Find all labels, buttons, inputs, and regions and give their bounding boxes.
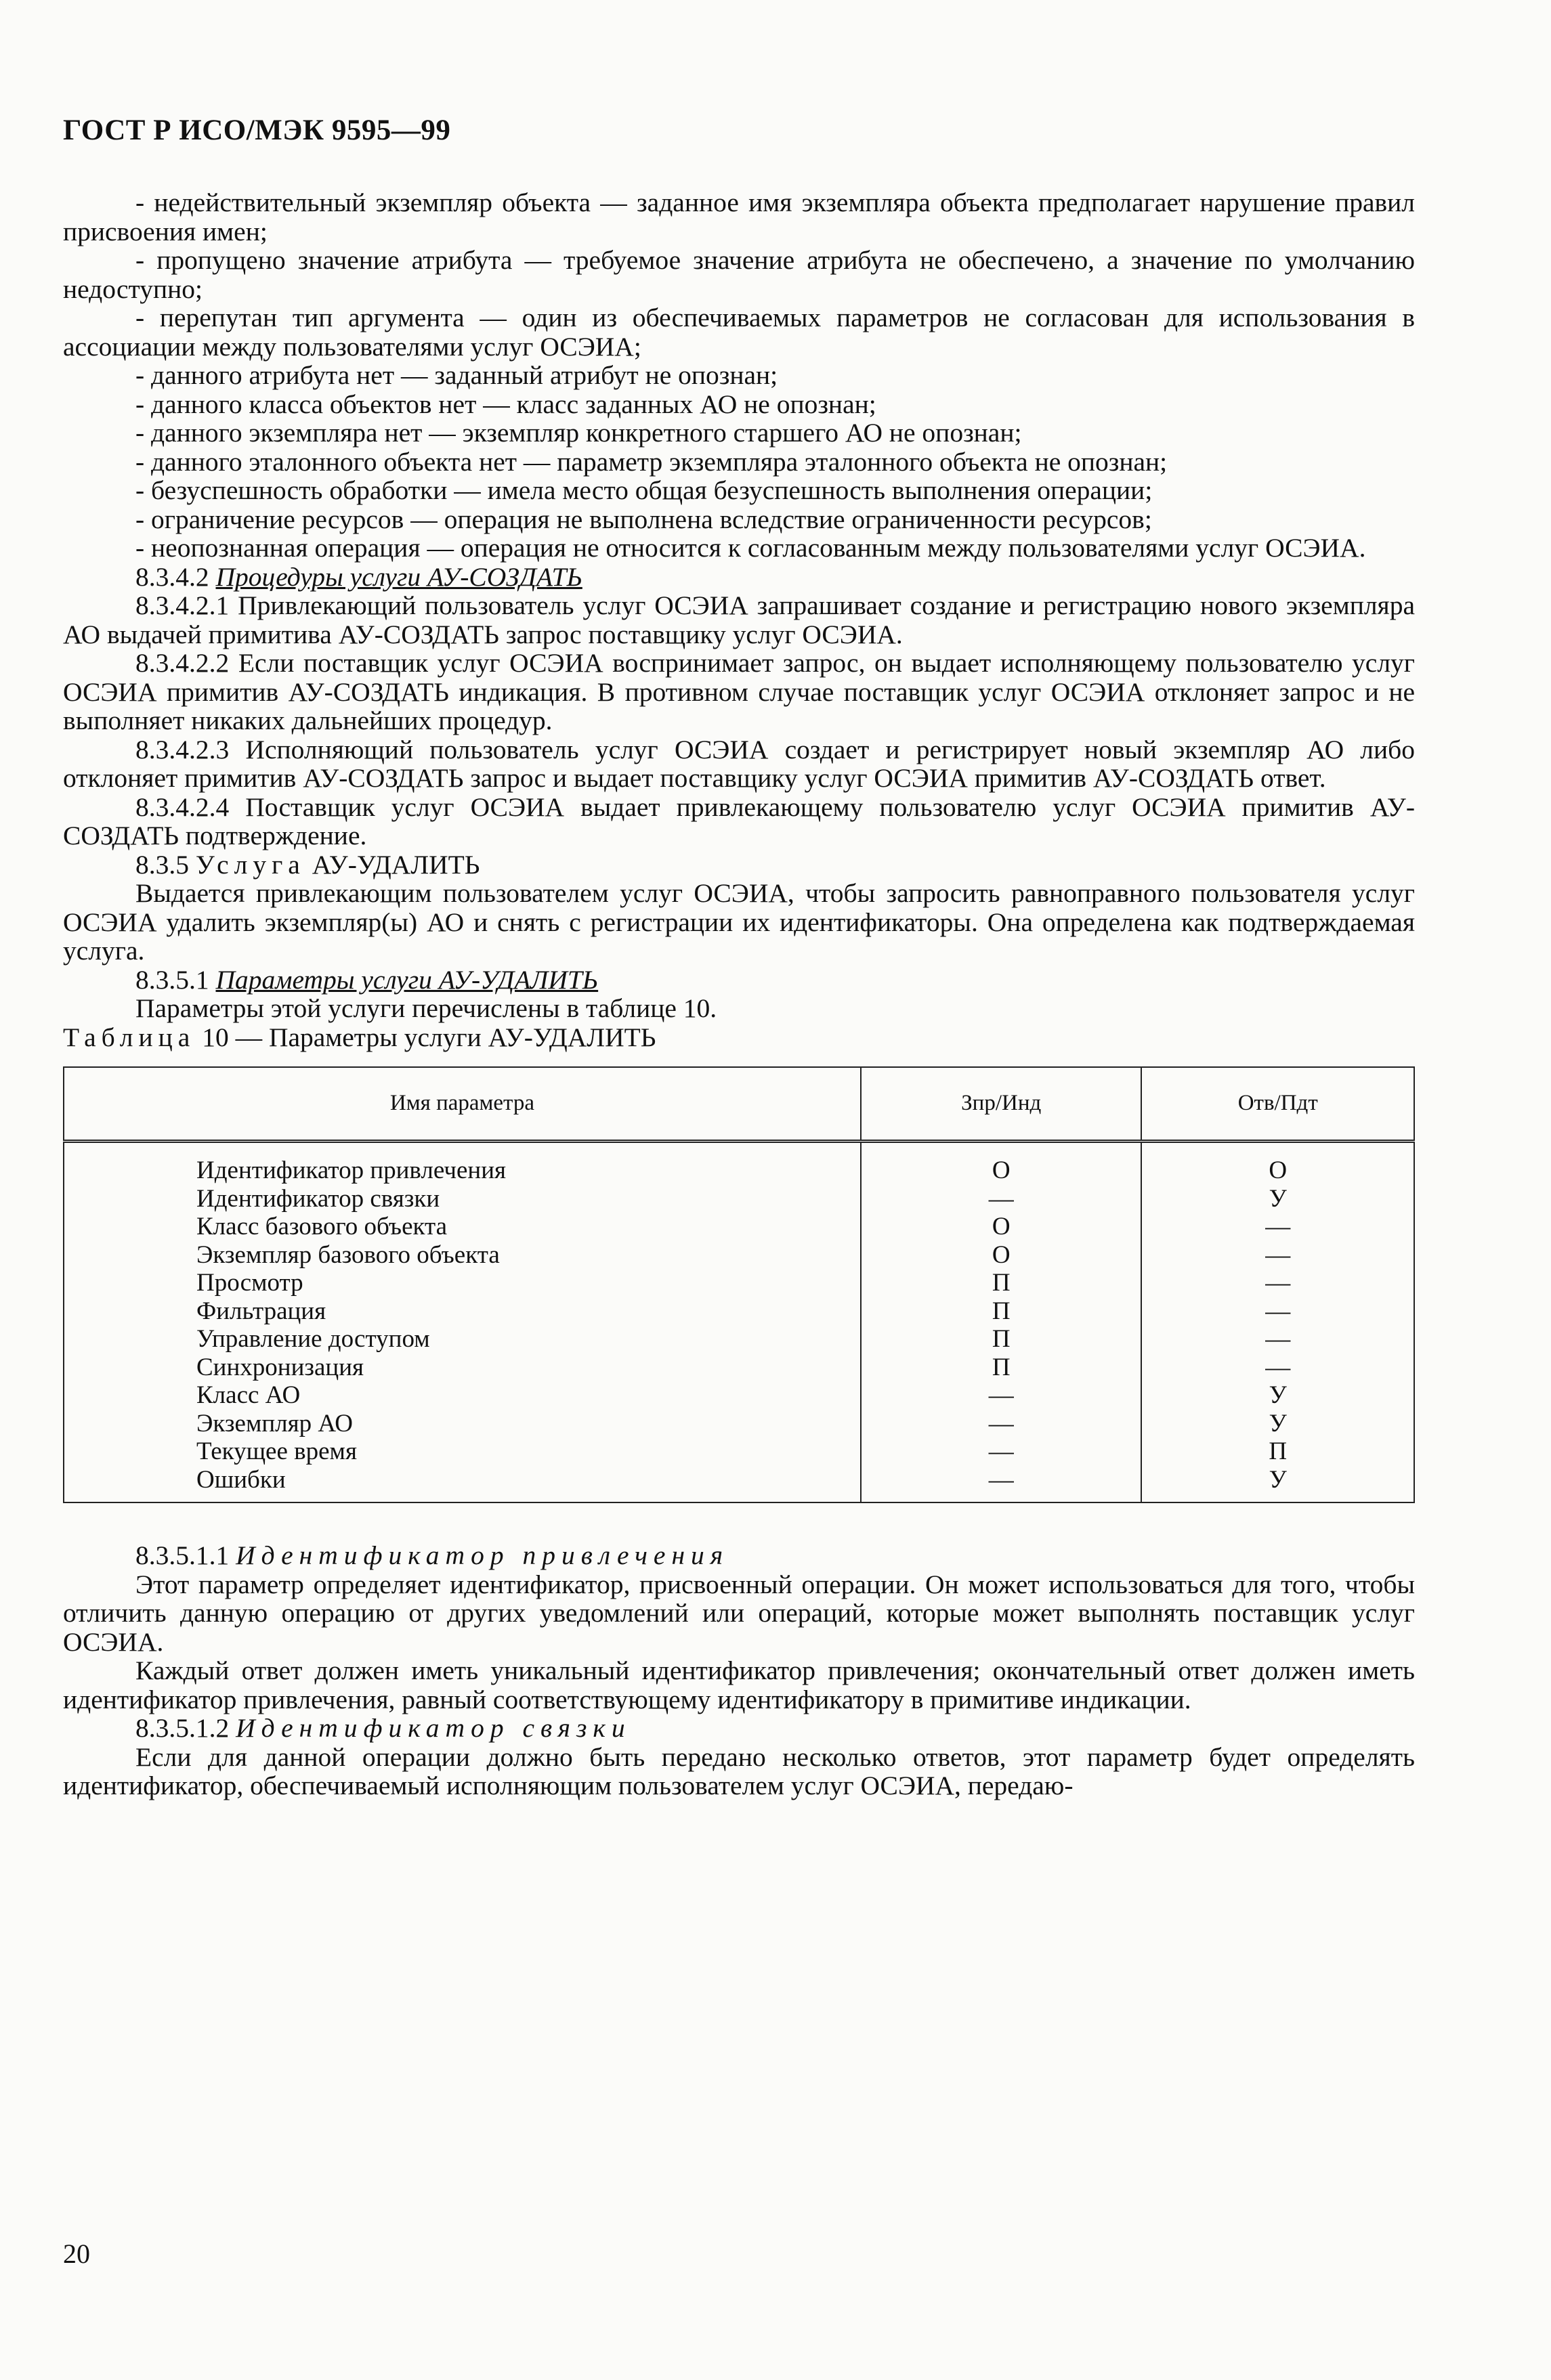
paragraph-8-3-5: Выдается привлекающим пользователем услуг ОСЭИА, чтобы запросить равноправного пользователя услуг ОСЭИА удалить экземпляр(ы) АО и снять с регистрации их идентификаторы. Она определена как подтверждаемая услуга. xyxy=(63,878,1415,966)
header-cell: Имя параметра xyxy=(64,1067,861,1142)
document-body xyxy=(63,188,1415,1800)
param-req: — xyxy=(861,1410,1142,1438)
param-resp: У xyxy=(1141,1381,1414,1410)
param-resp: О xyxy=(1141,1142,1414,1185)
param-req: О xyxy=(861,1213,1142,1241)
table-row xyxy=(64,1466,1414,1503)
paragraph-8-3-4-2-1: 8.3.4.2.1 Привлекающий пользователь услуг ОСЭИА запрашивает создание и регистрацию нового экземпляра АО выдачей примитива АУ-СОЗДАТЬ запрос поставщику услуг ОСЭИА. xyxy=(63,590,1415,649)
param-resp: У xyxy=(1141,1466,1414,1503)
table-header-row xyxy=(64,1067,1414,1142)
table-row xyxy=(64,1142,1414,1185)
param-req: П xyxy=(861,1297,1142,1326)
section-heading-8-3-4-2 xyxy=(63,563,1415,592)
paragraph-8-3-4-2-2: 8.3.4.2.2 Если поставщик услуг ОСЭИА воспринимает запрос, он выдает исполняющему пользователю услуг ОСЭИА примитив АУ-СОЗДАТЬ индикация. В противном случае поставщик услуг ОСЭИА отклоняет запрос и не выполняет никаких дальнейших процедур. xyxy=(63,648,1415,735)
paragraph-8-3-5-1-2: Если для данной операции должно быть передано несколько ответов, этот параметр будет определять идентификатор, обеспечиваемый исполняющим пользователем услуг ОСЭИА, передаю- xyxy=(63,1741,1415,1800)
table-row xyxy=(64,1381,1414,1410)
list-item: - данного экземпляра нет — экземпляр конкретного старшего АО не опознан; xyxy=(135,418,1022,448)
paragraph-8-3-5-1: Параметры этой услуги перечислены в таблице 10. xyxy=(135,993,717,1023)
param-req: — xyxy=(861,1185,1142,1213)
section-heading-8-3-5-1-1 xyxy=(63,1541,1415,1570)
table-caption-word: Таблица xyxy=(63,1022,196,1052)
param-resp: — xyxy=(1141,1325,1414,1354)
param-name: Фильтрация xyxy=(64,1297,861,1326)
table-row xyxy=(64,1297,1414,1326)
table-row xyxy=(64,1354,1414,1382)
header-cell: Зпр/Инд xyxy=(861,1067,1142,1142)
section-number: 8.3.5 xyxy=(135,849,189,880)
param-resp: У xyxy=(1141,1410,1414,1438)
table-row xyxy=(64,1241,1414,1270)
param-resp: — xyxy=(1141,1354,1414,1382)
paragraph-8-3-5-1-1-b: Каждый ответ должен иметь уникальный идентификатор привлечения; окончательный ответ должен иметь идентификатор привлечения, равный соответствующему идентификатору в примитиве индикации. xyxy=(63,1656,1415,1714)
paragraph-8-3-4-2-3: 8.3.4.2.3 Исполняющий пользователь услуг ОСЭИА создает и регистрирует новый экземпляр АО либо отклоняет примитив АУ-СОЗДАТЬ запрос и выдает поставщику услуг ОСЭИА примитив АУ-СОЗДАТЬ ответ. xyxy=(63,734,1415,793)
paragraph-8-3-4-2-4: 8.3.4.2.4 Поставщик услуг ОСЭИА выдает привлекающему пользователю услуг ОСЭИА примитив АУ-СОЗДАТЬ подтверждение. xyxy=(63,792,1415,850)
list-item: - данного эталонного объекта нет — параметр экземпляра эталонного объекта не опознан; xyxy=(135,446,1168,477)
table-row xyxy=(64,1213,1414,1241)
list-item: - безуспешность обработки — имела место общая безуспешность выполнения операции; xyxy=(135,475,1153,505)
section-title: АУ-УДАЛИТЬ xyxy=(312,849,480,880)
section-title: Идентификатор связки xyxy=(236,1713,631,1743)
param-req: П xyxy=(861,1354,1142,1382)
section-number: 8.3.5.1 xyxy=(135,964,209,995)
param-name: Экземпляр АО xyxy=(64,1410,861,1438)
document-header: ГОСТ Р ИСО/МЭК 9595—99 xyxy=(63,114,451,146)
parameters-table xyxy=(63,1066,1415,1503)
table-row xyxy=(64,1185,1414,1213)
list-item: - перепутан тип аргумента — один из обеспечиваемых параметров не согласован для использования в ассоциации между пользователями услуг ОСЭИА; xyxy=(63,303,1415,362)
param-resp: — xyxy=(1141,1213,1414,1241)
section-heading-8-3-5-1 xyxy=(63,966,1415,995)
param-req: О xyxy=(861,1142,1142,1185)
table-row xyxy=(64,1410,1414,1438)
param-req: — xyxy=(861,1466,1142,1503)
list-item: - ограничение ресурсов — операция не выполнена вследствие ограниченности ресурсов; xyxy=(135,504,1152,534)
section-number: 8.3.4.2 xyxy=(135,561,209,592)
list-item: - неопознанная операция — операция не относится к согласованным между пользователями услуг ОСЭИА. xyxy=(135,533,1366,563)
param-name: Просмотр xyxy=(64,1269,861,1297)
section-title: Идентификатор привлечения xyxy=(236,1540,729,1570)
param-name: Экземпляр базового объекта xyxy=(64,1241,861,1270)
table-row xyxy=(64,1269,1414,1297)
section-number: 8.3.5.1.1 xyxy=(135,1540,230,1570)
param-req: О xyxy=(861,1241,1142,1270)
table-row xyxy=(64,1325,1414,1354)
param-name: Идентификатор привлечения xyxy=(64,1142,861,1185)
param-resp: — xyxy=(1141,1297,1414,1326)
section-word: Услуга xyxy=(195,849,305,880)
param-name: Класс базового объекта xyxy=(64,1213,861,1241)
param-resp: — xyxy=(1141,1241,1414,1270)
list-item: - данного атрибута нет — заданный атрибут не опознан; xyxy=(135,360,778,390)
paragraph-8-3-5-1-1-a: Этот параметр определяет идентификатор, присвоенный операции. Он может использоваться для того, чтобы отличить данную операцию от других уведомлений или операций, которые может выполнять поставщик услуг ОСЭИА. xyxy=(63,1569,1415,1657)
param-resp: П xyxy=(1141,1437,1414,1466)
param-req: П xyxy=(861,1269,1142,1297)
param-req: — xyxy=(861,1437,1142,1466)
error-list xyxy=(63,188,1415,563)
param-name: Текущее время xyxy=(64,1437,861,1466)
param-resp: — xyxy=(1141,1269,1414,1297)
param-name: Класс АО xyxy=(64,1381,861,1410)
section-heading-8-3-5-1-2 xyxy=(63,1714,1415,1743)
param-req: — xyxy=(861,1381,1142,1410)
param-name: Ошибки xyxy=(64,1466,861,1503)
param-name: Управление доступом xyxy=(64,1325,861,1354)
list-item: - недействительный экземпляр объекта — заданное имя экземпляра объекта предполагает нарушение правил присвоения имен; xyxy=(63,188,1415,246)
param-resp: У xyxy=(1141,1185,1414,1213)
param-name: Синхронизация xyxy=(64,1354,861,1382)
page-number: 20 xyxy=(63,2238,90,2269)
table-caption-text: 10 — Параметры услуги АУ-УДАЛИТЬ xyxy=(202,1022,656,1052)
list-item: - данного класса объектов нет — класс заданных АО не опознан; xyxy=(135,389,876,419)
table-row xyxy=(64,1437,1414,1466)
section-number: 8.3.5.1.2 xyxy=(135,1713,230,1743)
section-title: Процедуры услуги АУ-СОЗДАТЬ xyxy=(215,561,582,592)
section-title: Параметры услуги АУ-УДАЛИТЬ xyxy=(215,964,599,995)
table-caption xyxy=(63,1023,1415,1052)
param-name: Идентификатор связки xyxy=(64,1185,861,1213)
param-req: П xyxy=(861,1325,1142,1354)
list-item: - пропущено значение атрибута — требуемое значение атрибута не обеспечено, а значение по умолчанию недоступно; xyxy=(63,245,1415,304)
header-cell: Отв/Пдт xyxy=(1141,1067,1414,1142)
section-heading-8-3-5 xyxy=(63,850,1415,880)
